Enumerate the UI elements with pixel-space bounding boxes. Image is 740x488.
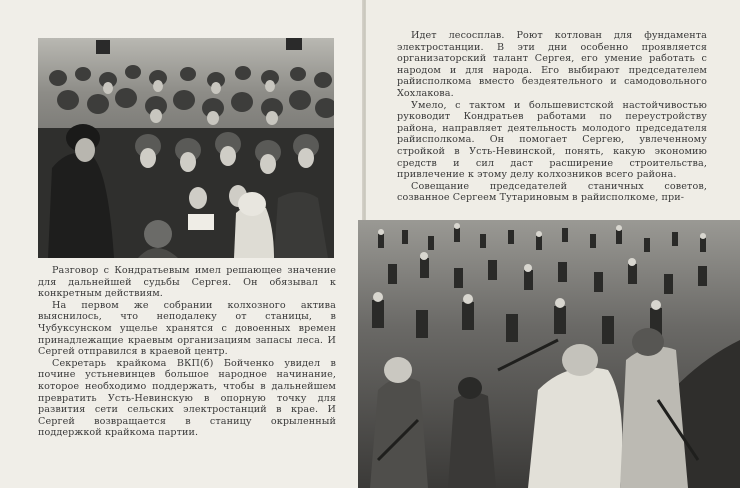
workers-photo: [358, 220, 740, 488]
right-paragraph: Умело, с тактом и большевистской настойчивостью руководит Кондратьев работами по переустройству района, направляет деятельность молодого председателя райисполкома. Он помогает Сергею, увлеченному стройкой в Усть-Невинской, понять, какую экономию средств и сил даст расширение строительства, привлечение к этому делу колхозников всего района.: [397, 99, 707, 181]
right-text-column: [397, 30, 707, 204]
crowd-photo-image: [38, 38, 334, 258]
workers-photo-image: [358, 220, 740, 488]
right-paragraph: Совещание председателей станичных советов, созванное Сергеем Тутариновым в райисполкоме, при-: [397, 180, 707, 204]
left-page: [0, 0, 364, 488]
left-paragraph: Секретарь крайкома ВКП(б) Бойченко увидел в почине устьневинцев большое народное начинание, которое необходимо поддержать, чтобы в дальнейшем превратить Усть-Невинскую в опорную точку для развития сети сельских электростанций в крае. И Сергей возвращается в станицу окрыленный поддержкой крайкома партии.: [38, 357, 336, 439]
left-text-column: [38, 265, 336, 439]
left-paragraph: На первом же собрании колхозного актива выяснилось, что неподалеку от станицы, в Чубуксунском ущелье хранятся с довоенных времен принадлежащие краевым организациям запасы леса. И Сергей отправился в краевой центр.: [38, 299, 336, 358]
left-paragraph: Разговор с Кондратьевым имел решающее значение для дальнейшей судьбы Сергея. Он обязывал к конкретным действиям.: [38, 265, 336, 300]
crowd-photo: [38, 38, 334, 258]
right-paragraph: Идет лесосплав. Роют котлован для фундамента электростанции. В эти дни особенно проявляется организаторский талант Сергея, его умение работать с народом и для народа. Его выбирают председателем райисполкома вместо бездеятельного и самодовольного Хохлакова.: [397, 30, 707, 99]
